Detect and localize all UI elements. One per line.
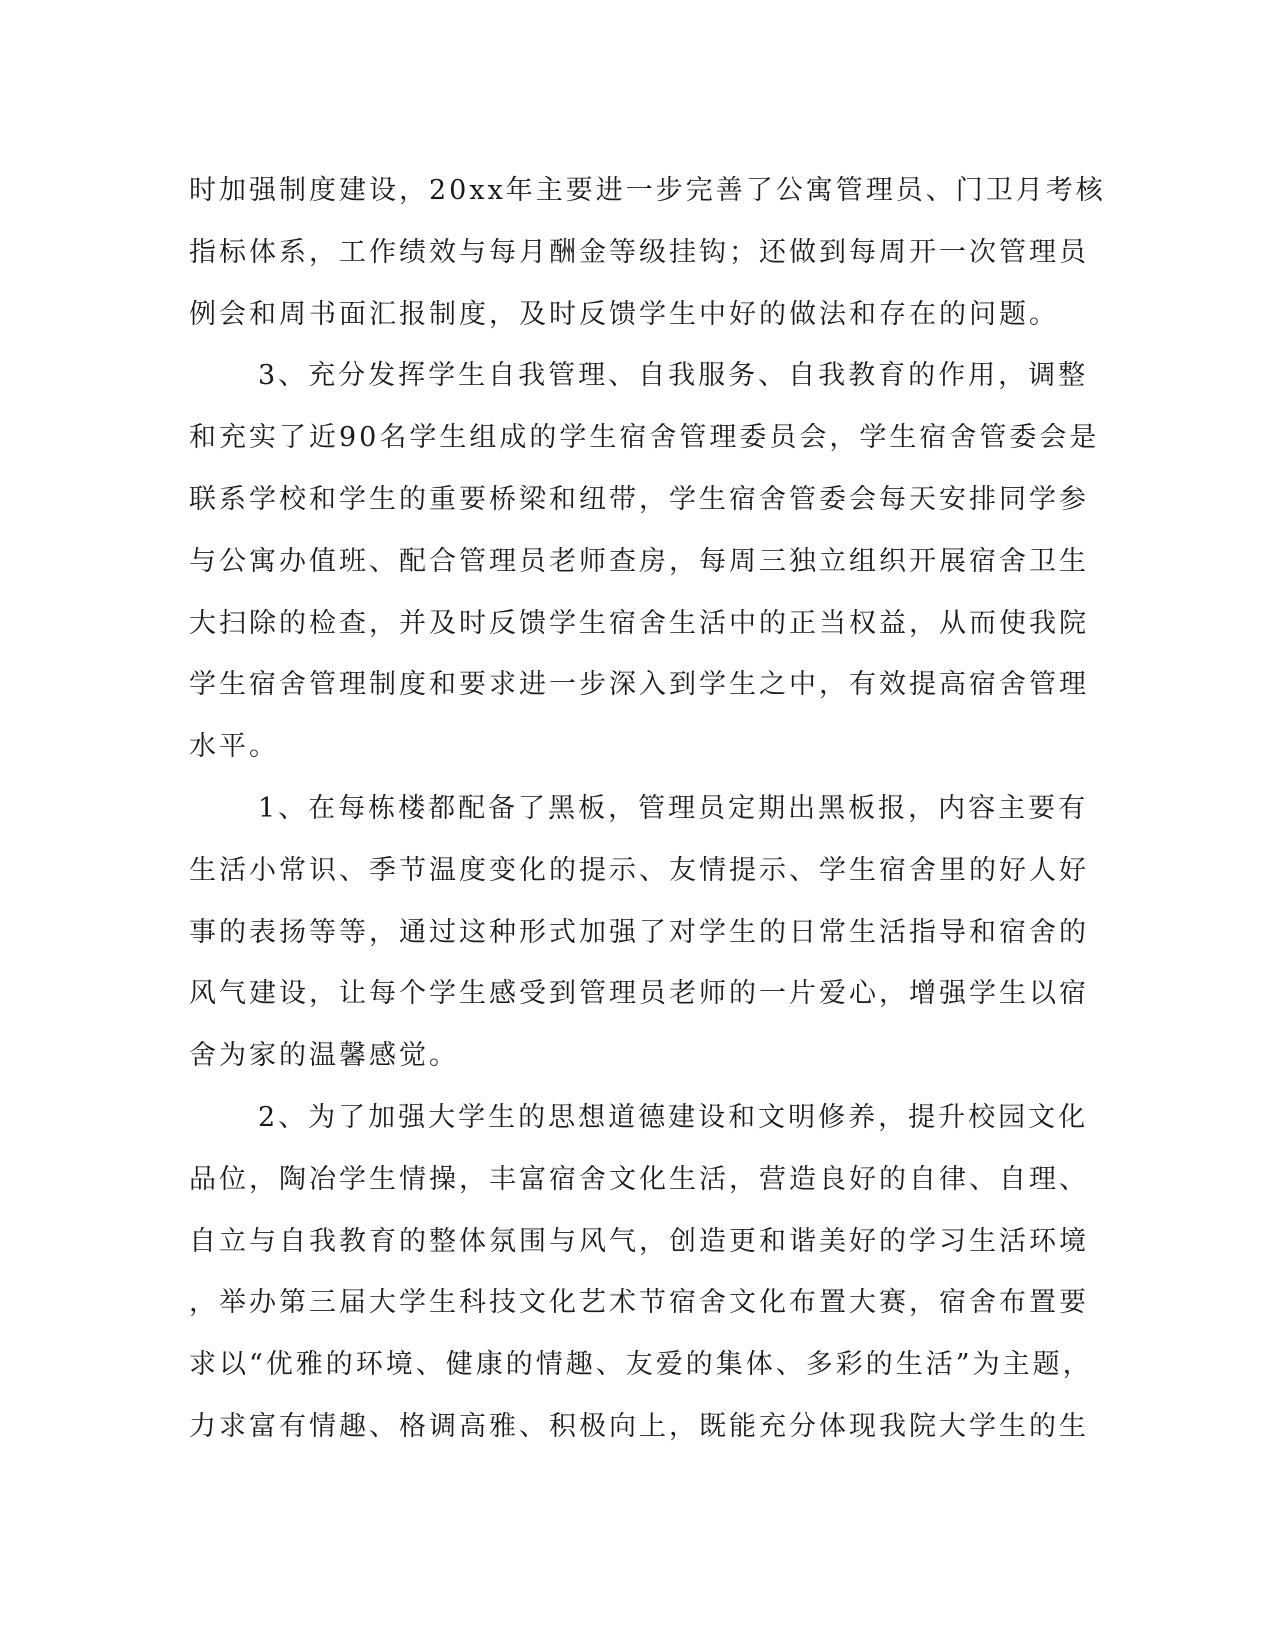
text-line: 例会和周书面汇报制度，及时反馈学生中好的做法和存在的问题。: [189, 298, 1059, 330]
paragraph-start-line: 3、充分发挥学生自我管理、自我服务、自我教育的作用，调整: [258, 360, 1089, 392]
paragraph-start-line: 1、在每栋楼都配备了黑板，管理员定期出黑板报，内容主要有: [258, 792, 1089, 824]
paragraph-start-line: 2、为了加强大学生的思想道德建设和文明修养，提升校园文化: [258, 1101, 1089, 1133]
text-line: 水平。: [189, 731, 279, 763]
text-line: 时加强制度建设，20xx年主要进一步完善了公寓管理员、门卫月考核: [189, 175, 1106, 206]
text-line: 事的表扬等等，通过这种形式加强了对学生的日常生活指导和宿舍的: [189, 916, 1089, 948]
text-line: 和充实了近90名学生组成的学生宿舍管理委员会，学生宿舍管委会是: [189, 422, 1100, 454]
text-line: 求以“优雅的环境、健康的情趣、友爱的集体、多彩的生活”为主题，: [189, 1349, 1093, 1381]
document-body: [189, 160, 1106, 1458]
text-line: 生活小常识、季节温度变化的提示、友情提示、学生宿舍里的好人好: [189, 854, 1089, 886]
text-line: 力求富有情趣、格调高雅、积极向上，既能充分体现我院大学生的生: [189, 1410, 1089, 1442]
text-line: 与公寓办值班、配合管理员老师查房，每周三独立组织开展宿舍卫生: [189, 545, 1089, 577]
text-line: ，举办第三届大学生科技文化艺术节宿舍文化布置大赛，宿舍布置要: [189, 1287, 1089, 1319]
text-line: 自立与自我教育的整体氛围与风气，创造更和谐美好的学习生活环境: [189, 1225, 1089, 1257]
text-line: 指标体系，工作绩效与每月酬金等级挂钩；还做到每周开一次管理员: [189, 236, 1089, 268]
text-line: 风气建设，让每个学生感受到管理员老师的一片爱心，增强学生以宿: [189, 978, 1089, 1010]
text-line: 品位，陶冶学生情操，丰富宿舍文化生活，营造良好的自律、自理、: [189, 1163, 1089, 1195]
text-line: 大扫除的检查，并及时反馈学生宿舍生活中的正当权益，从而使我院: [189, 607, 1089, 639]
text-line: 舍为家的温馨感觉。: [189, 1040, 459, 1072]
text-line: 学生宿舍管理制度和要求进一步深入到学生之中，有效提高宿舍管理: [189, 669, 1089, 701]
text-line: 联系学校和学生的重要桥梁和纽带，学生宿舍管委会每天安排同学参: [189, 483, 1089, 515]
